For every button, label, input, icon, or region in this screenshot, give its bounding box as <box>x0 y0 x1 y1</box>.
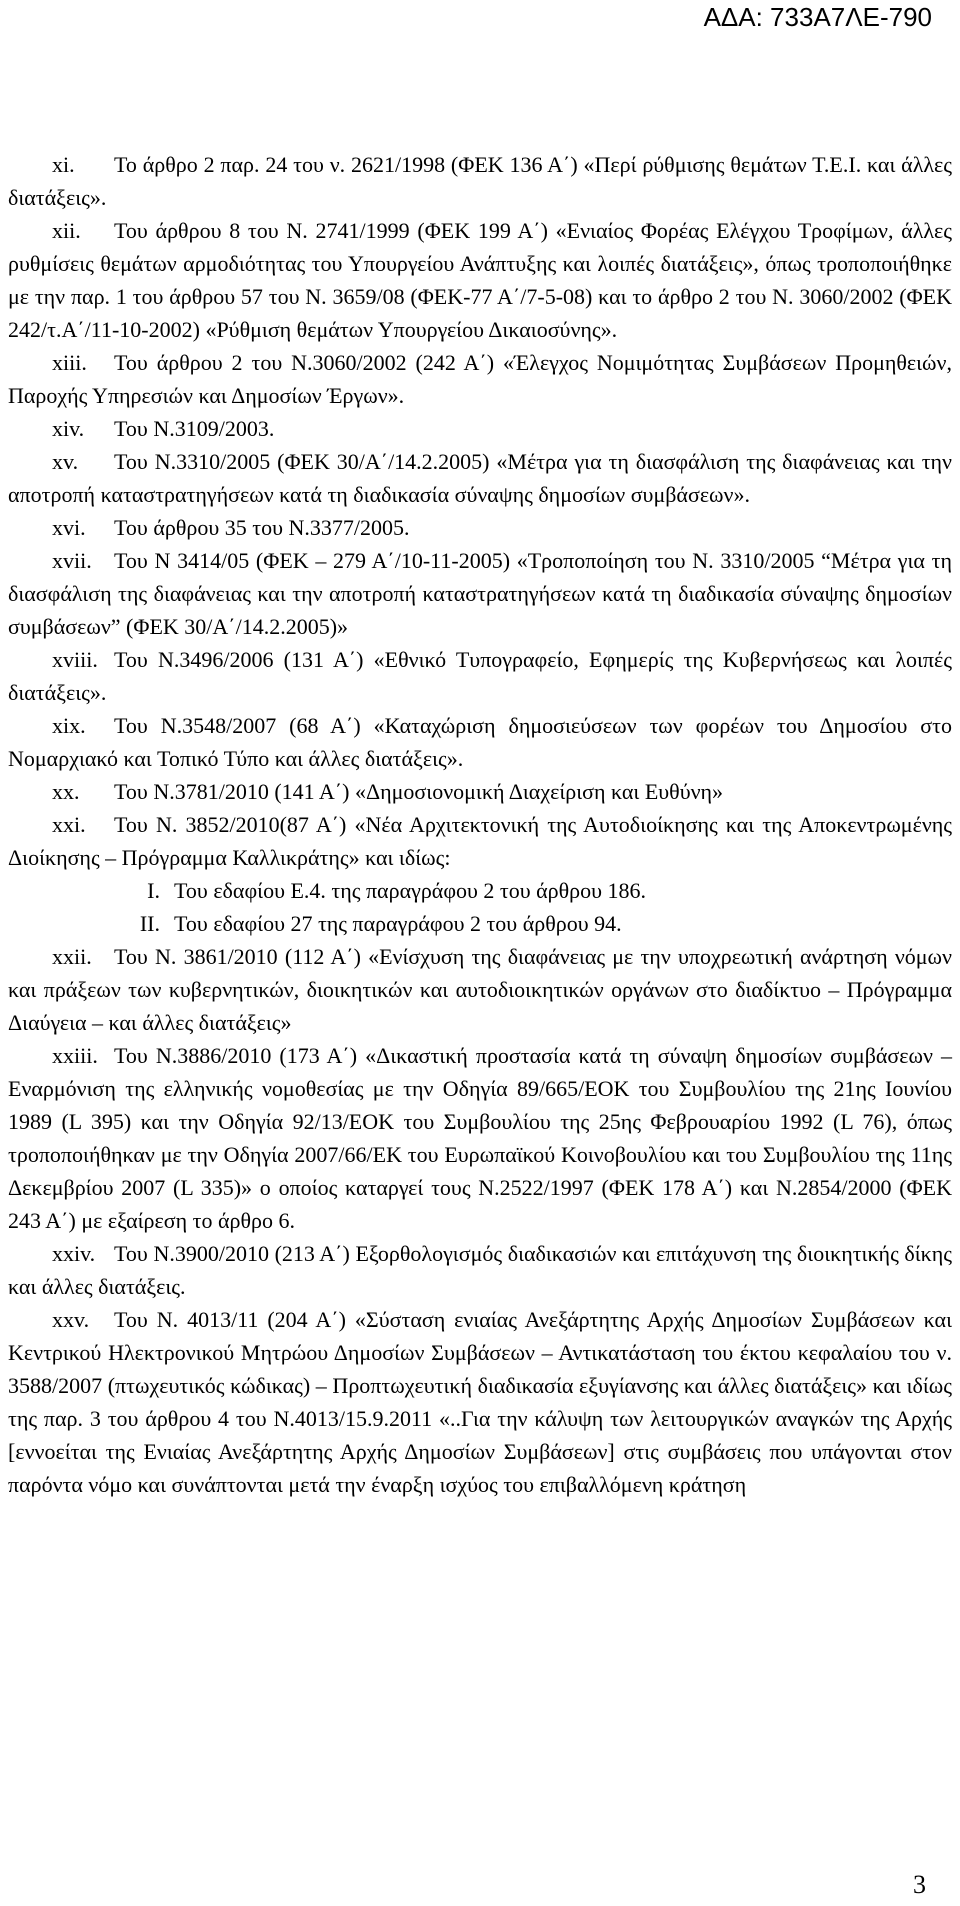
sub-item-number: II. <box>139 911 160 936</box>
item-number: xxi. <box>52 812 86 837</box>
document-body <box>8 148 952 1501</box>
item-number: xi. <box>52 152 75 177</box>
list-item <box>8 709 952 775</box>
item-number: xx. <box>52 779 80 804</box>
list-item <box>8 445 952 511</box>
item-text: Του Ν.3496/2006 (131 Α΄) «Εθνικό Τυπογραφείο, Εφημερίς της Κυβερνήσεως και λοιπές διατάξεις». <box>8 647 952 705</box>
item-text: Του άρθρου 8 του Ν. 2741/1999 (ΦΕΚ 199 Α΄) «Ενιαίος Φορέας Ελέγχου Τροφίμων, άλλες ρυθμίσεις θεμάτων αρμοδιότητας του Υπουργείου Ανάπτυξης και λοιπές διατάξεις», όπως τροποποιήθηκε με την παρ. 1 του άρθρου 57 του Ν. 3659/08 (ΦΕΚ-77 Α΄/7-5-08) και το άρθρο 2 του Ν. 3060/2002 (ΦΕΚ 242/τ.Α΄/11-10-2002) «Ρύθμιση θεμάτων Υπουργείου Δικαιοσύνης». <box>8 218 952 342</box>
item-number: xii. <box>52 218 81 243</box>
item-text: Του Ν. 3861/2010 (112 Α΄) «Ενίσχυση της διαφάνειας με την υποχρεωτική ανάρτηση νόμων και πράξεων των κυβερνητικών, διοικητικών και αυτοδιοικητικών οργάνων στο διαδίκτυο – Πρόγραμμα Διαύγεια – και άλλες διατάξεις» <box>8 944 952 1035</box>
item-text: Του Ν.3310/2005 (ΦΕΚ 30/Α΄/14.2.2005) «Μέτρα για τη διασφάλιση της διαφάνειας και την αποτροπή καταστρατηγήσεων κατά τη διαδικασία σύναψης δημοσίων συμβάσεων». <box>8 449 952 507</box>
list-item <box>8 1303 952 1501</box>
list-item <box>8 412 952 445</box>
list-item <box>8 148 952 214</box>
item-text: Το άρθρο 2 παρ. 24 του ν. 2621/1998 (ΦΕΚ 136 Α΄) «Περί ρύθμισης θεμάτων Τ.Ε.Ι. και άλλες διατάξεις». <box>8 152 952 210</box>
list-item <box>8 511 952 544</box>
item-number: xv. <box>52 449 79 474</box>
sub-item-text: Του εδαφίου 27 της παραγράφου 2 του άρθρου 94. <box>174 911 622 936</box>
item-number: xxiii. <box>52 1043 98 1068</box>
list-item <box>8 643 952 709</box>
item-text: Του άρθρου 2 του Ν.3060/2002 (242 Α΄) «Έλεγχος Νομιμότητας Συμβάσεων Προμηθειών, Παροχής Υπηρεσιών και Δημοσίων Έργων». <box>8 350 952 408</box>
item-number: xvii. <box>52 548 92 573</box>
list-item <box>8 1039 952 1237</box>
item-text: Του Ν.3900/2010 (213 Α΄) Εξορθολογισμός διαδικασιών και επιτάχυνση της διοικητικής δίκης και άλλες διατάξεις. <box>8 1241 952 1299</box>
page-number: 3 <box>913 1870 926 1899</box>
list-item <box>8 775 952 808</box>
list-item <box>8 1237 952 1303</box>
item-number: xiv. <box>52 416 85 441</box>
item-number: xxii. <box>52 944 92 969</box>
list-item <box>8 214 952 346</box>
item-text: Του Ν. 3852/2010(87 Α΄) «Νέα Αρχιτεκτονική της Αυτοδιοίκησης και της Αποκεντρωμένης Διοίκησης – Πρόγραμμα Καλλικράτης» και ιδίως: <box>8 812 952 870</box>
item-number: xxv. <box>52 1307 90 1332</box>
item-text: Του Ν.3781/2010 (141 Α΄) «Δημοσιονομική Διαχείριση και Ευθύνη» <box>114 779 724 804</box>
item-number: xviii. <box>52 647 98 672</box>
item-text: Του Ν. 4013/11 (204 Α΄) «Σύσταση ενιαίας Ανεξάρτητης Αρχής Δημοσίων Συμβάσεων και Κεντρικού Ηλεκτρονικού Μητρώου Δημοσίων Συμβάσεων – Αντικατάσταση του έκτου κεφαλαίου του ν. 3588/2007 (πτωχευτικός κώδικας) – Προπτωχευτική διαδικασία εξυγίανσης και άλλες διατάξεις» και ιδίως της παρ. 3 του άρθρου 4 του Ν.4013/15.9.2011 «..Για την κάλυψη των λειτουργικών αναγκών της Αρχής [εννοείται της Ενιαίας Ανεξάρτητης Αρχής Δημοσίων Συμβάσεων] στις συμβάσεις που υπάγονται στον παρόντα νόμο και συνάπτονται μετά την έναρξη ισχύος του επιβαλλόμενη κράτηση <box>8 1307 952 1497</box>
sub-item-text: Του εδαφίου Ε.4. της παραγράφου 2 του άρθρου 186. <box>174 878 647 903</box>
item-text: Του Ν.3548/2007 (68 Α΄) «Καταχώριση δημοσιεύσεων των φορέων του Δημοσίου στο Νομαρχιακό και Τοπικό Τύπο και άλλες διατάξεις». <box>8 713 952 771</box>
list-item <box>8 940 952 1039</box>
sub-list-item <box>8 907 952 940</box>
sub-list-item <box>8 874 952 907</box>
item-number: xvi. <box>52 515 86 540</box>
item-text: Του Ν.3886/2010 (173 Α΄) «Δικαστική προστασία κατά τη σύναψη δημοσίων συμβάσεων – Εναρμόνιση της ελληνικής νομοθεσίας με την Οδηγία 89/665/ΕΟΚ του Συμβουλίου της 21ης Ιουνίου 1989 (L 395) και την Οδηγία 92/13/ΕΟΚ του Συμβουλίου της 25ης Φεβρουαρίου 1992 (L 76), όπως τροποποιήθηκαν με την Οδηγία 2007/66/ΕΚ του Ευρωπαϊκού Κοινοβουλίου και του Συμβουλίου της 11ης Δεκεμβρίου 2007 (L 335)» ο οποίος καταργεί τους Ν.2522/1997 (ΦΕΚ 178 Α΄) και Ν.2854/2000 (ΦΕΚ 243 Α΄) με εξαίρεση το άρθρο 6. <box>8 1043 952 1233</box>
list-item <box>8 544 952 643</box>
sub-item-number: I. <box>147 878 160 903</box>
item-number: xxiv. <box>52 1241 96 1266</box>
item-number: xiii. <box>52 350 87 375</box>
document-code: ΑΔΑ: 733Α7ΛΕ-790 <box>703 2 932 32</box>
item-text: Του Ν 3414/05 (ΦΕΚ – 279 Α΄/10-11-2005) «Τροποποίηση του Ν. 3310/2005 “Μέτρα για τη διασφάλιση της διαφάνειας και την αποτροπή καταστρατηγήσεων κατά τη διαδικασία σύναψης δημοσίων συμβάσεων” (ΦΕΚ 30/Α΄/14.2.2005)» <box>8 548 952 639</box>
list-item <box>8 808 952 874</box>
list-item <box>8 346 952 412</box>
item-number: xix. <box>52 713 86 738</box>
item-text: Του άρθρου 35 του Ν.3377/2005. <box>114 515 410 540</box>
item-text: Του Ν.3109/2003. <box>114 416 275 441</box>
